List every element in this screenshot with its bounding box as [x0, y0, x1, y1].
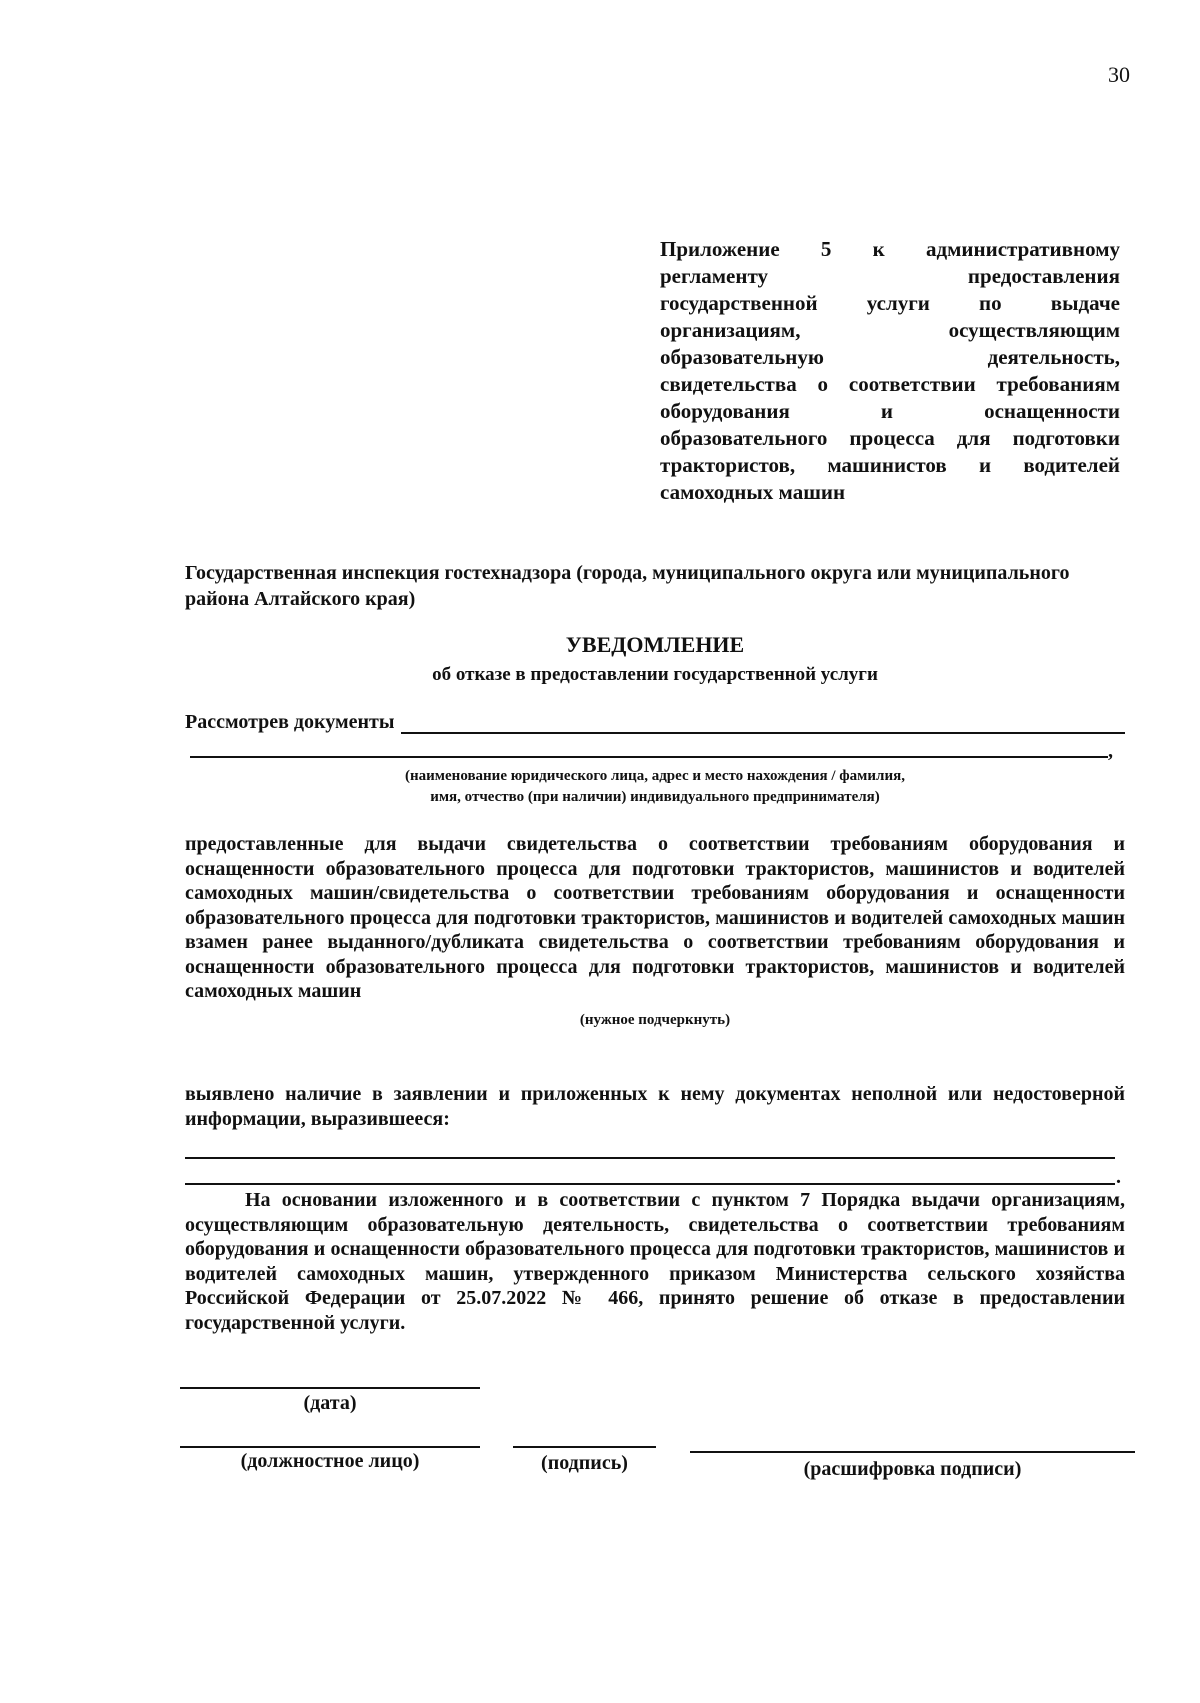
page-number: 30	[1108, 62, 1130, 87]
underline-hint: (нужное подчеркнуть)	[579, 1012, 731, 1028]
documents-purpose-paragraph	[185, 832, 1125, 1004]
appendix-line: свидетельства о соответствии требованиям	[660, 372, 1120, 396]
signature-fill-line	[513, 1446, 656, 1448]
applicant-hint-line-1: (наименование юридического лица, адрес и место нахождения / фамилия,	[405, 768, 905, 784]
date-fill-line	[180, 1387, 480, 1389]
appendix-line: трактористов, машинистов и водителей	[660, 453, 1120, 477]
name-fill-line	[690, 1451, 1135, 1453]
appendix-line: организациям, осуществляющим	[660, 318, 1120, 342]
signature-name-label: (расшифровка подписи)	[803, 1458, 1022, 1480]
findings-fill-line-1	[185, 1157, 1115, 1159]
applicant-hint-line-2: имя, отчество (при наличии) индивидуального предпринимателя)	[430, 789, 880, 805]
considered-fill-line	[401, 710, 1126, 734]
considered-label: Рассмотрев документы	[185, 711, 395, 733]
applicant-hint	[185, 766, 1125, 808]
appendix-line: образовательную деятельность,	[660, 345, 1120, 369]
appendix-line: государственной услуги по выдаче	[660, 291, 1120, 315]
issuing-authority: Государственная инспекция гостехнадзора (города, муниципального округа или муниципального района Алтайского края)	[185, 562, 1070, 610]
findings-paragraph: выявлено наличие в заявлении и приложенных к нему документах неполной или недостоверной информации, выразившееся:	[185, 1083, 1125, 1130]
findings-line-period: .	[1116, 1166, 1121, 1188]
appendix-reference	[660, 236, 1120, 506]
applicant-line-comma: ,	[1108, 740, 1113, 762]
considered-documents-row	[185, 710, 1125, 734]
document-subtitle: об отказе в предоставлении государственной услуги	[432, 664, 878, 685]
document-title: УВЕДОМЛЕНИЕ	[565, 632, 745, 657]
appendix-line: образовательного процесса для подготовки	[660, 426, 1120, 450]
appendix-line: Приложение 5 к административному	[660, 237, 1120, 261]
documents-purpose-text: предоставленные для выдачи свидетельства о соответствии требованиям оборудования и оснащенности образовательного процесса для подготовки трактористов, машинистов и водителей самоходных машин/свидетельства о соответствии требованиям оборудования и оснащенности образовательного процесса для подготовки трактористов, машинистов и водителей самоходных машин взамен ранее выданного/дубликата свидетельства о соответствии требованиям оборудования и оснащенности образовательного процесса для подготовки трактористов, машинистов и водителей самоходных машин	[185, 833, 1125, 1002]
date-label: (дата)	[303, 1392, 357, 1414]
signature-label: (подпись)	[541, 1452, 628, 1474]
appendix-line: самоходных машин	[660, 480, 846, 504]
applicant-fill-line	[190, 756, 1108, 758]
appendix-line: регламенту предоставления	[660, 264, 1120, 288]
appendix-line: оборудования и оснащенности	[660, 399, 1120, 423]
decision-paragraph: На основании изложенного и в соответствии с пунктом 7 Порядка выдачи организациям, осуществляющим образовательную деятельность, свидетельства о соответствии требованиям оборудования и оснащенности образовательного процесса для подготовки трактористов, машинистов и водителей самоходных машин, утвержденного приказом Министерства сельского хозяйства Российской Федерации от 25.07.2022 № 466, принято решение об отказе в предоставлении государственной услуги.	[185, 1189, 1125, 1334]
position-label: (должностное лицо)	[240, 1450, 420, 1472]
findings-fill-line-2	[185, 1183, 1115, 1185]
position-fill-line	[180, 1446, 480, 1448]
